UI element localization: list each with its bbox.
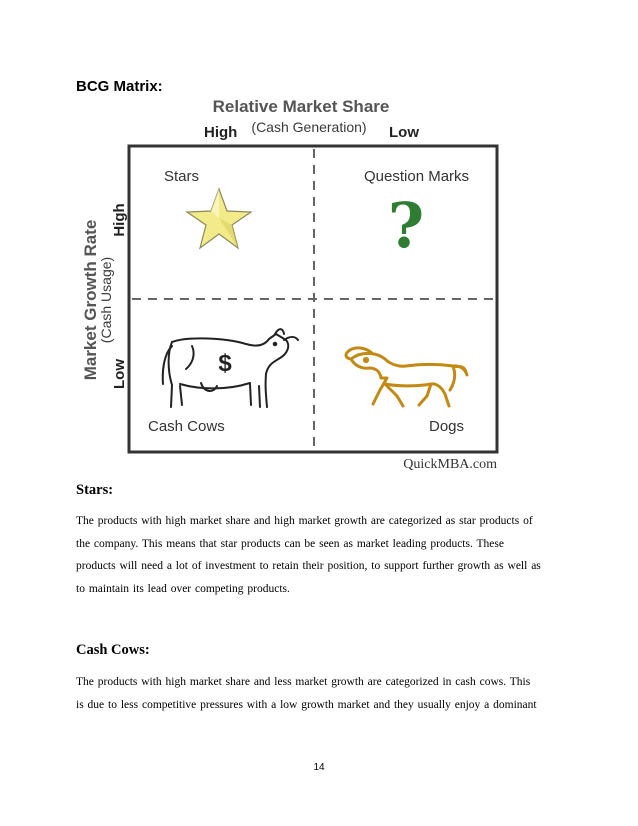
figure-credit: QuickMBA.com bbox=[403, 457, 497, 472]
dollar-sign-icon: $ bbox=[218, 350, 232, 377]
x-axis-high-label: High bbox=[204, 124, 238, 141]
quadrant-stars-label: Stars bbox=[164, 168, 200, 185]
quadrant-question-marks-label: Question Marks bbox=[364, 168, 470, 185]
x-axis-subtitle: (Cash Generation) bbox=[251, 119, 367, 135]
question-mark-icon: ? bbox=[387, 189, 425, 262]
stars-section-title: Stars: bbox=[76, 482, 114, 498]
cash-cows-section-title: Cash Cows: bbox=[76, 642, 150, 658]
bcg-matrix-heading: BCG Matrix: bbox=[76, 78, 163, 95]
x-axis-title: Relative Market Share bbox=[212, 97, 390, 116]
stars-line: to maintain its lead over competing products. bbox=[76, 582, 290, 595]
stars-paragraph bbox=[76, 510, 546, 600]
y-axis-title: Market Growth Rate bbox=[81, 219, 100, 381]
stars-line: The products with high market share and high market growth are categorized as star products of bbox=[76, 515, 533, 527]
stars-line: the company. This means that star products can be seen as market leading products. These bbox=[76, 537, 504, 550]
y-axis-low-label: Low bbox=[111, 359, 128, 389]
cash-cows-paragraph bbox=[76, 671, 546, 716]
y-axis-high-label: High bbox=[111, 203, 128, 237]
cash-cows-line: is due to less competitive pressures with a low growth market and they usually enjoy a dominant bbox=[76, 698, 537, 711]
dog-icon bbox=[346, 348, 467, 406]
y-axis-subtitle: (Cash Usage) bbox=[98, 256, 114, 344]
stars-line: products will need a lot of investment to retain their position, to support further growth as well as bbox=[76, 560, 541, 572]
bcg-matrix-figure bbox=[76, 92, 516, 477]
page-number: 14 bbox=[313, 762, 325, 773]
x-axis-low-label: Low bbox=[389, 124, 419, 141]
quadrant-cash-cows-label: Cash Cows bbox=[148, 418, 225, 435]
quadrant-dogs-label: Dogs bbox=[429, 418, 465, 435]
cash-cows-line: The products with high market share and less market growth are categorized in cash cows. This bbox=[76, 676, 531, 688]
star-icon bbox=[187, 189, 251, 248]
